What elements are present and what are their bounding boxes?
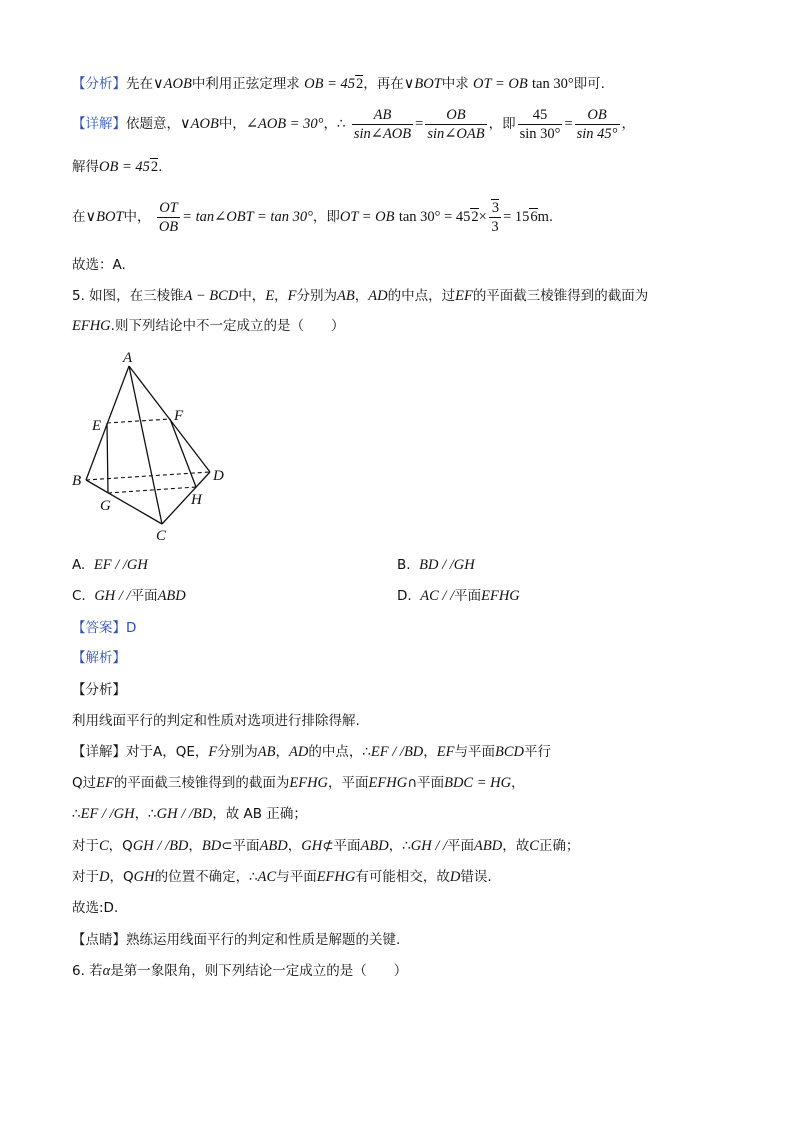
label-D: D xyxy=(213,468,224,484)
edge-BC xyxy=(86,480,162,524)
choose-4: 故选：A. xyxy=(72,257,126,273)
option-letter: C. xyxy=(72,588,86,604)
math: OB = 45 xyxy=(304,76,355,92)
text: ，故 xyxy=(502,838,530,854)
math: ∨AOB xyxy=(153,76,192,92)
fraction: $\frac{45}{\sin 30^\circ}$ xyxy=(519,106,561,142)
math: EFHG xyxy=(72,318,111,334)
math: D xyxy=(99,869,110,885)
math: ABD xyxy=(157,588,186,604)
text: 平面 xyxy=(130,588,158,604)
text: ，即 xyxy=(488,116,516,132)
math: EFHG xyxy=(289,775,329,791)
math: A，QE xyxy=(153,744,195,760)
text: 对于 xyxy=(126,744,153,760)
text: ， xyxy=(275,744,289,760)
text: ，∴ xyxy=(388,838,411,854)
text: . xyxy=(158,159,163,175)
math: ABD xyxy=(360,838,389,854)
text: 分别为 xyxy=(217,744,258,760)
math-sqrt: 2 xyxy=(471,209,479,225)
math: EF xyxy=(455,288,473,304)
option-C[interactable] xyxy=(72,586,186,606)
math: GH / /BD xyxy=(132,838,189,854)
math: GH xyxy=(133,869,155,885)
fraction: $\frac{AB}{\text{sin∠AOB}}$ xyxy=(353,106,412,142)
option-text: BD / /GH xyxy=(419,557,475,573)
math: α xyxy=(102,963,111,979)
label-H: H xyxy=(191,492,202,508)
text: 在 xyxy=(72,209,86,225)
text: ，∴ xyxy=(134,806,157,822)
text: 与平面 xyxy=(454,744,495,760)
q6-line xyxy=(72,961,407,981)
text: 平行 xyxy=(524,744,551,760)
math: F xyxy=(208,744,218,760)
text: ， xyxy=(511,775,525,791)
math: EF xyxy=(96,775,114,791)
option-letter: B. xyxy=(397,557,411,573)
detail5-line-1 xyxy=(72,742,551,762)
option-A[interactable] xyxy=(72,555,148,575)
analysis-line xyxy=(72,74,605,94)
fraction: $\frac{OB}{\text{sin∠OAB}}$ xyxy=(427,106,485,142)
text: 是第一象限角，则下列结论一定成立的是（ ） xyxy=(110,963,408,979)
text: 分别为 xyxy=(296,288,338,304)
math: A − BCD xyxy=(183,288,239,304)
math: OT = OB xyxy=(473,76,528,92)
text: 中， xyxy=(238,288,266,304)
edge-AC xyxy=(129,366,162,524)
text: 的中点，∴ xyxy=(308,744,371,760)
detail-tag: 【详解】 xyxy=(72,744,126,760)
math-sqrt: 6 xyxy=(530,209,538,225)
label-G: G xyxy=(100,498,111,514)
text: 的中点，过 xyxy=(387,288,456,304)
text: . xyxy=(548,209,554,225)
detail5-line-2 xyxy=(72,773,525,793)
text: ⊂平面 xyxy=(221,838,260,854)
jiexi-tag: 【解析】 xyxy=(72,650,126,666)
pyramid-figure xyxy=(66,346,236,546)
math: GH / / xyxy=(410,838,448,854)
math: tan 30° xyxy=(531,76,574,92)
math: AC xyxy=(257,869,277,885)
label-F: F xyxy=(174,408,184,424)
math: EF / /GH xyxy=(80,806,135,822)
q5-line-2 xyxy=(72,316,344,336)
text: 中， xyxy=(218,116,246,132)
math: OT = OB xyxy=(339,209,395,225)
option-text: EF / /GH xyxy=(93,557,148,573)
text: 对于 xyxy=(72,838,99,854)
text: 与平面 xyxy=(276,869,317,885)
text: 先在 xyxy=(126,76,153,92)
math: F xyxy=(287,288,297,304)
math: C xyxy=(99,838,109,854)
label-C: C xyxy=(156,528,167,544)
option-D[interactable] xyxy=(397,586,520,606)
choose-5: 故选:D. xyxy=(72,900,119,916)
math: D xyxy=(449,869,461,885)
edge-AD xyxy=(129,366,210,472)
detail-line-3 xyxy=(72,196,553,238)
text: .则下列结论中不一定成立的是（ ） xyxy=(110,318,345,334)
text: ，Q xyxy=(108,838,133,854)
text: 的平面截三棱锥得到的截面为 xyxy=(113,775,290,791)
option-letter: A. xyxy=(72,557,86,573)
dianjing-tag: 【点睛】 xyxy=(72,932,126,948)
segment-GH-hidden xyxy=(108,487,196,493)
text: ，平面 xyxy=(328,775,369,791)
label-E: E xyxy=(92,418,102,434)
label-B: B xyxy=(72,473,82,489)
option-text: AC / / xyxy=(420,588,455,604)
math: EFHG xyxy=(368,775,408,791)
text: ，∴ xyxy=(323,116,346,132)
segment-EG xyxy=(107,423,108,493)
text: ， xyxy=(423,744,437,760)
math: C xyxy=(529,838,539,854)
math-sqrt: 2 xyxy=(150,159,159,175)
text: 5. 如图，在三棱锥 xyxy=(72,288,184,304)
math: E xyxy=(265,288,275,304)
math: EFHG xyxy=(481,588,520,604)
math: GH xyxy=(301,838,323,854)
text: ∩平面 xyxy=(407,775,445,791)
math: BDC = HG xyxy=(444,775,512,791)
text: ，即 xyxy=(312,209,340,225)
text: 即可. xyxy=(573,76,605,92)
segment-FH xyxy=(170,419,196,487)
text: ， xyxy=(188,838,202,854)
text: ， xyxy=(621,116,635,132)
q5-line-1 xyxy=(72,286,648,306)
detail-line-2 xyxy=(72,157,162,177)
text: 的平面截三棱锥得到的截面为 xyxy=(472,288,649,304)
math: ABD xyxy=(474,838,503,854)
text: 正确； xyxy=(538,838,580,854)
text: 6. 若 xyxy=(72,963,103,979)
detail5-line-3 xyxy=(72,804,307,824)
text: 对于 xyxy=(72,869,99,885)
segment-EF-hidden xyxy=(107,419,170,423)
math: BD xyxy=(201,838,222,854)
text: 平面 xyxy=(447,838,475,854)
text: ∴ xyxy=(72,806,81,822)
fraction: $\frac{OB}{\sin 45^\circ}$ xyxy=(576,106,618,142)
math: AD xyxy=(288,744,309,760)
edge-CD xyxy=(162,472,210,524)
text: ，Q xyxy=(109,869,134,885)
analysis-tag: 【分析】 xyxy=(72,76,126,92)
math-sqrt: 2 xyxy=(355,76,364,92)
text: ， xyxy=(287,838,302,854)
math: m xyxy=(537,209,549,225)
math: × xyxy=(478,209,487,225)
text: 解得 xyxy=(72,159,99,175)
math: ABD xyxy=(259,838,288,854)
text: 中求 xyxy=(441,76,469,92)
math: AD xyxy=(368,288,388,304)
fraction: $\frac{3}{3}$ xyxy=(489,199,501,236)
math: OB = 45 xyxy=(99,159,150,175)
text: 中利用正弦定理求 xyxy=(191,76,300,92)
math: AB xyxy=(337,288,355,304)
math: ∨AOB xyxy=(180,116,219,132)
text: 有可能相交，故 xyxy=(355,869,450,885)
text: ，再在 xyxy=(363,76,404,92)
label-A: A xyxy=(123,350,133,366)
text: 依题意， xyxy=(126,116,180,132)
math: EFHG xyxy=(316,869,356,885)
math: tan 30° = 45 xyxy=(398,209,471,225)
math: ∠AOB = 30° xyxy=(245,116,324,132)
text: 的位置不确定，∴ xyxy=(154,869,258,885)
math: ∨BOT xyxy=(85,209,124,225)
answer-5: 【答案】D xyxy=(72,620,137,636)
text: ， xyxy=(354,288,369,304)
math: AB xyxy=(257,744,276,760)
math: BCD xyxy=(495,744,524,760)
text: 中， xyxy=(123,209,151,225)
option-letter: D. xyxy=(397,588,412,604)
fenxi-text: 利用线面平行的判定和性质对选项进行排除得解. xyxy=(72,713,360,729)
option-B[interactable] xyxy=(397,555,475,575)
text: ， xyxy=(194,744,209,760)
math: GH / /BD xyxy=(156,806,213,822)
text: ，故 AB 正确； xyxy=(212,806,307,822)
fraction: $\frac{OT}{OB}$ xyxy=(158,199,179,235)
text: ， xyxy=(274,288,288,304)
math: = 15 xyxy=(503,209,530,225)
text: ⊄平面 xyxy=(322,838,361,854)
fenxi-tag: 【分析】 xyxy=(72,682,126,698)
math: ∨BOT xyxy=(403,76,442,92)
text: Q过 xyxy=(72,775,97,791)
option-text: GH / / xyxy=(94,588,131,604)
text: 平面 xyxy=(454,588,482,604)
dianjing-line xyxy=(72,930,400,950)
detail-tag: 【详解】 xyxy=(72,116,126,132)
text: 错误. xyxy=(460,869,492,885)
text: 熟练运用线面平行的判定和性质是解题的关键. xyxy=(126,932,401,948)
math: = tan∠OBT = tan 30° xyxy=(182,209,313,225)
math: EF xyxy=(436,744,455,760)
detail5-line-5 xyxy=(72,867,492,887)
math: EF / /BD xyxy=(370,744,424,760)
detail-line-1: 【详解】依题意，∨AOB中，∠AOB = 30°，∴ $\frac{AB}{\text{sin∠AOB}}$ = $\frac{OB}{\text{sin∠OAB}}$ ，即 $\frac{45}{\sin 30^\circ}$ = $\frac{OB}{\sin 45^\circ}$ ， xyxy=(72,106,635,142)
detail5-line-4 xyxy=(72,836,579,856)
